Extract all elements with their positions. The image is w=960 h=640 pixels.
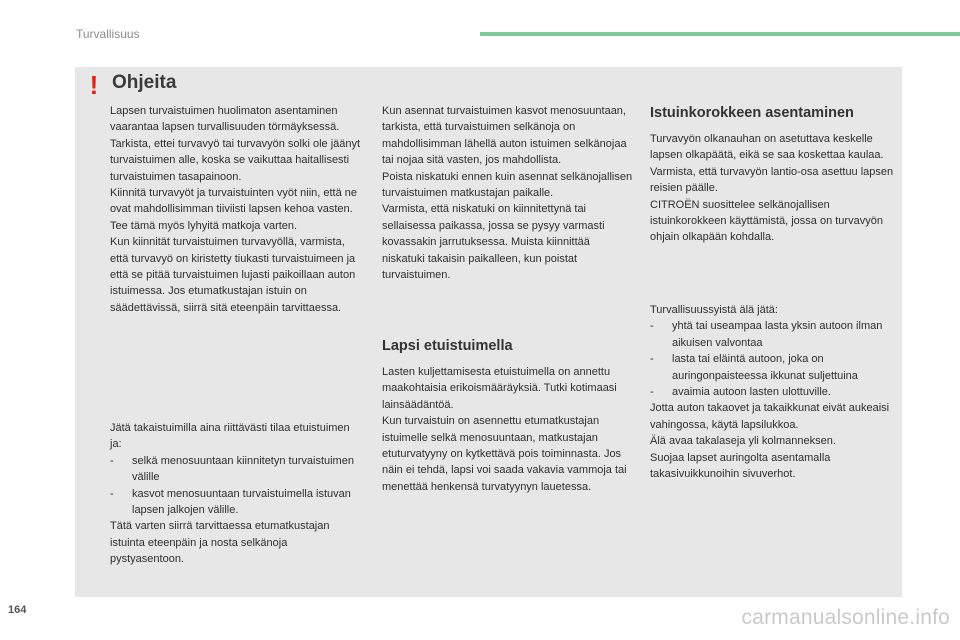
paragraph: Poista niskatuki ennen kuin asennat selkänojallisen turvaistuimen matkustajan paikalle.: [382, 170, 633, 200]
paragraph: Jotta auton takaovet ja takaikkunat eivät aukeaisi vahingossa, käytä lapsilukkoa.: [650, 402, 890, 431]
column-1-bottom: [110, 420, 364, 568]
page-number: 164: [8, 604, 27, 616]
subsection-heading: Lapsi etuistuimella: [382, 338, 513, 354]
column-1-top: [110, 103, 364, 316]
paragraph: Turvavyön olkanauhan on asetuttava keskelle lapsen olkapäätä, eikä se saa koskettaa kaulaa.: [650, 133, 884, 162]
list-item: - yhtä tai useampaa lasta yksin autoon ilman aikuisen valvontaa: [650, 320, 883, 349]
paragraph: Lasten kuljettamisesta etuistuimella on annettu maakohtaisia erikoismääräyksiä. Tutki kotimaasi lainsäädäntöä.: [382, 366, 617, 411]
watermark: carmanualsonline.info: [741, 606, 950, 629]
list-item: - selkä menosuuntaan kiinnitetyn turvaistuimen välille: [110, 454, 354, 484]
column-3-bottom: [650, 302, 895, 482]
paragraph: Älä avaa takalaseja yli kolmanneksen.: [650, 435, 836, 448]
list-item: - kasvot menosuuntaan turvaistuimella istuvan lapsen jalkojen välille.: [110, 487, 351, 517]
exclamation-icon: !: [89, 70, 99, 100]
column-2-bottom: [382, 364, 634, 495]
paragraph: Tätä varten siirrä tarvittaessa etumatkustajan istuinta eteenpäin ja nosta selkänoja pystyasentoon.: [110, 520, 330, 566]
list-item: - avaimia autoon lasten ulottuville.: [650, 386, 831, 399]
header-accent-bar: [480, 32, 960, 36]
list-item: - lasta tai eläintä autoon, joka on auringonpaisteessa ikkunat suljettuina: [650, 353, 858, 382]
paragraph: Varmista, että turvavyön lantio-osa asettuu lapsen reisien päälle.: [650, 165, 894, 195]
paragraph: Kiinnitä turvavyöt ja turvaistuinten vyöt niin, että ne ovat mahdollisimman tiiviisti lapsen kehoa vasten. Tee tämä myös lyhyitä matkoja varten.: [110, 187, 358, 232]
paragraph: Jätä takaistuimilla aina riittävästi tilaa etuistuimen ja:: [110, 422, 350, 451]
paragraph: Kun turvaistuin on asennettu etumatkustajan istuimelle selkä menosuuntaan, matkustajan etuturvatyyny on kytkettävä pois toiminnasta. Jos näin ei tehdä, lapsi voi saada vakavia vammoja tai menettää henkensä turvatyynyn lauetessa.: [382, 415, 627, 493]
column-3-top: [650, 131, 895, 246]
paragraph: Turvallisuussyistä älä jätä:: [650, 304, 778, 316]
paragraph: Kun asennat turvaistuimen kasvot menosuuntaan, tarkista, että turvaistuimen selkänoja on mahdollisimman lähellä auton istuimen selkänojaa tai nojaa sitä vasten, jos mahdollista.: [382, 105, 627, 167]
paragraph: Suojaa lapset auringolta asentamalla takasivuikkunoihin sivuverhot.: [650, 451, 831, 481]
paragraph: CITROËN suosittelee selkänojallisen istuinkorokkeen käyttämistä, jossa on turvavyön ohjain olkapään kohdalla.: [650, 198, 883, 244]
paragraph: Varmista, että niskatuki on kiinnitettynä tai sellaisessa paikassa, jossa se pysyy varmasti kovassakin jarrutuksessa. Muista kiinnittää niskatuki takaisin paikalleen, kun poistat turvaistuimen.: [382, 203, 605, 282]
panel-heading: Ohjeita: [112, 72, 177, 93]
paragraph: Tarkista, ettei turvavyö tai turvavyön solki ole jäänyt turvaistuimen alle, koska se vaikuttaa haitallisesti turvaistuimen tasapainoon.: [110, 137, 361, 183]
section-title: Turvallisuus: [76, 27, 140, 41]
paragraph: Kun kiinnität turvaistuimen turvavyöllä, varmista, että turvavyö on kiristetty tiukasti turvaistuimeen ja että se pitää turvaistuimen lujasti paikoillaan auton istuimessa. Jos etumatkustajan istuin on säädettävissä, siirrä sitä eteenpäin tarvittaessa.: [110, 236, 356, 314]
subsection-heading: Istuinkorokkeen asentaminen: [650, 105, 854, 121]
column-2-top: [382, 103, 634, 283]
paragraph: Lapsen turvaistuimen huolimaton asentaminen vaarantaa lapsen turvallisuuden törmäyksessä.: [110, 105, 340, 134]
